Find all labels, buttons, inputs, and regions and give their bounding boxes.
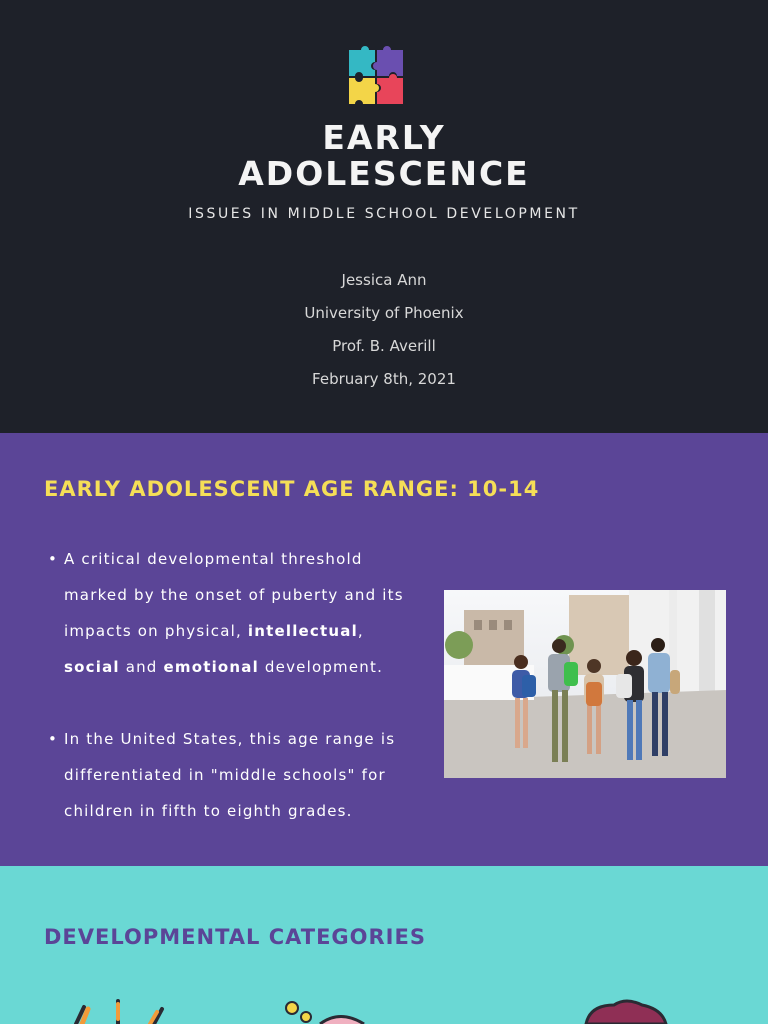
title-line-2: ADOLESCENCE — [238, 154, 530, 193]
title-line-1: EARLY — [322, 118, 446, 157]
bullet-text: A critical developmental threshold marked by the onset of puberty and its impacts on physical, — [64, 550, 404, 640]
author-name: Jessica Ann — [341, 271, 427, 289]
date: February 8th, 2021 — [312, 370, 456, 388]
bullet-puberty — [48, 541, 418, 685]
age-range-heading: EARLY ADOLESCENT AGE RANGE: 10-14 — [44, 477, 540, 501]
categories-heading: DEVELOPMENTAL CATEGORIES — [44, 925, 426, 949]
emphasis-social: social — [64, 658, 120, 676]
institution: University of Phoenix — [304, 304, 464, 322]
emphasis-intellectual: intellectual — [247, 622, 358, 640]
bullet-middle-schools: • In the United States, this age range is differentiated in "middle schools" for children in fifth to eighth grades. — [48, 721, 418, 829]
age-range-bullets — [48, 541, 418, 829]
bullet-text: and — [119, 658, 164, 676]
bullet-text: , — [357, 622, 364, 640]
sparkle-icon — [70, 995, 170, 1024]
bubbles-icon — [280, 995, 370, 1024]
bullet-text: development. — [258, 658, 384, 676]
professor: Prof. B. Averill — [332, 337, 436, 355]
hero-section — [0, 0, 768, 433]
subtitle: ISSUES IN MIDDLE SCHOOL DEVELOPMENT — [188, 206, 580, 222]
photo-illustration — [444, 590, 726, 778]
brain-icon — [580, 995, 670, 1024]
students-walking-photo — [444, 590, 726, 778]
puzzle-pieces-icon — [343, 44, 409, 110]
emphasis-emotional: emotional — [163, 658, 259, 676]
page-title — [0, 120, 768, 192]
